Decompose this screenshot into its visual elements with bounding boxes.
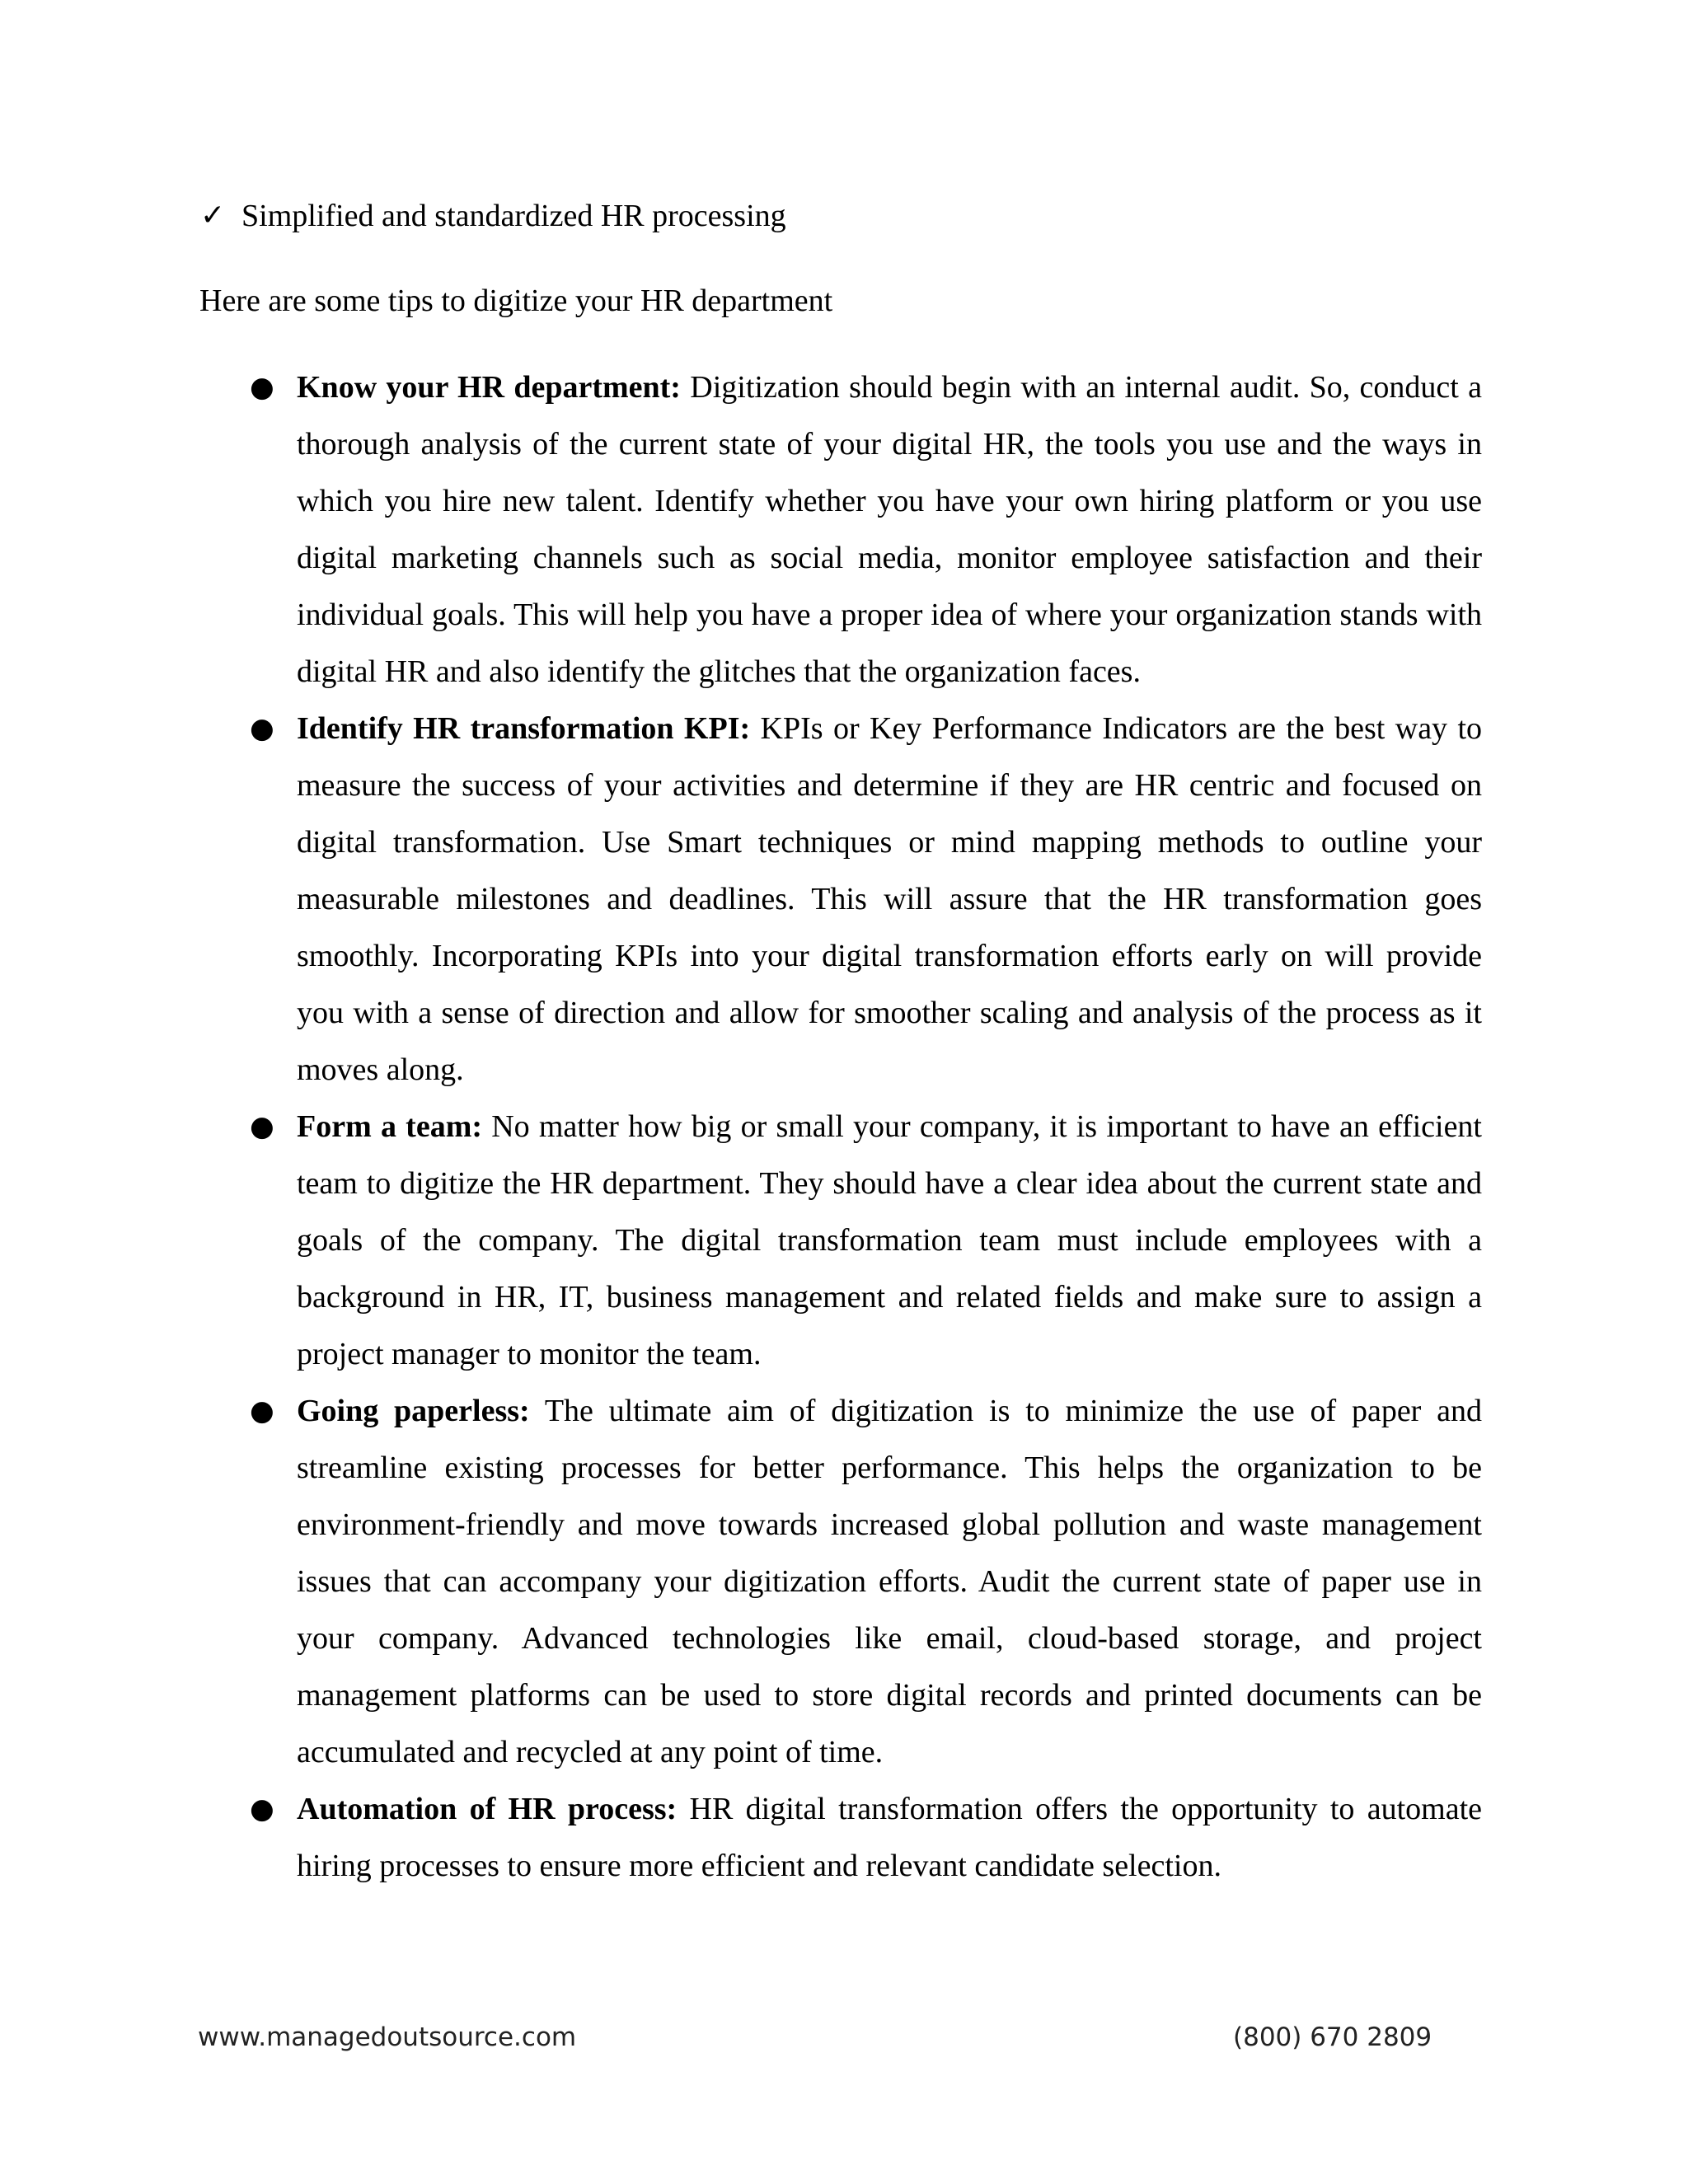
tip-body: The ultimate aim of digitization is to minimize the use of paper and streamline existing processes for better performance. This helps the organization to be environment-friendly and move towards increased global pollution and waste management issues that can accompany your digitization efforts. Audit the current state of paper use in your company. Advanced technologies like email, cloud-based storage, and project management platforms can be used to store digital records and printed documents can be accumulated and recycled at any point of time. bbox=[297, 1394, 1482, 1769]
intro-paragraph: Here are some tips to digitize your HR department bbox=[199, 284, 833, 318]
tip-title: Going paperless: bbox=[297, 1394, 530, 1428]
bullet-icon: ● bbox=[250, 1110, 274, 1143]
bullet-icon: ● bbox=[250, 1793, 274, 1825]
list-item bbox=[250, 701, 1483, 1099]
check-mark-icon: ✓ bbox=[200, 199, 226, 232]
tip-body: HR digital transformation offers the opportunity to automate hiring processes to ensure more efficient and relevant candidate selection. bbox=[297, 1792, 1483, 1883]
list-item bbox=[250, 1781, 1483, 1895]
tip-body: KPIs or Key Performance Indicators are the best way to measure the success of your activities and determine if they are HR centric and focused on digital transformation. Use Smart techniques or mind mapping methods to outline your measurable milestones and deadlines. This will assure that the HR transformation goes smoothly. Incorporating KPIs into your digital transformation efforts early on will provide you with a sense of direction and allow for smoother scaling and analysis of the process as it moves along. bbox=[297, 711, 1483, 1087]
tip-title: Identify HR transformation KPI: bbox=[297, 711, 751, 746]
tip-title: Automation of HR process: bbox=[297, 1792, 678, 1826]
tip-title: Form a team: bbox=[297, 1109, 482, 1144]
tip-body: No matter how big or small your company, it is important to have an efficient team to digitize the HR department. They should have a clear idea about the current state and goals of the company. The digital transformation team must include employees with a background in HR, IT, business management and related fields and make sure to assign a project manager to monitor the team. bbox=[297, 1109, 1482, 1371]
tip-body: Digitization should begin with an internal audit. So, conduct a thorough analysis of the current state of your digital HR, the tools you use and the ways in which you hire new talent. Identify whether you have your own hiring platform or you use digital marketing channels such as social media, monitor employee satisfaction and their individual goals. This will help you have a proper idea of where your organization stands with digital HR and also identify the glitches that the organization faces. bbox=[297, 370, 1483, 689]
checklist-item-text: Simplified and standardized HR processing bbox=[241, 199, 786, 233]
bullet-icon: ● bbox=[250, 712, 274, 745]
footer-website: www.managedoutsource.com bbox=[198, 2022, 577, 2052]
tip-title: Know your HR department: bbox=[297, 370, 681, 405]
list-item bbox=[250, 1099, 1482, 1383]
checklist-item bbox=[200, 188, 786, 244]
list-item bbox=[250, 359, 1483, 701]
tips-list bbox=[250, 359, 1483, 1895]
bullet-icon: ● bbox=[250, 371, 274, 404]
list-item bbox=[250, 1383, 1482, 1781]
bullet-icon: ● bbox=[250, 1394, 274, 1427]
footer-phone: (800) 670 2809 bbox=[1233, 2022, 1432, 2052]
